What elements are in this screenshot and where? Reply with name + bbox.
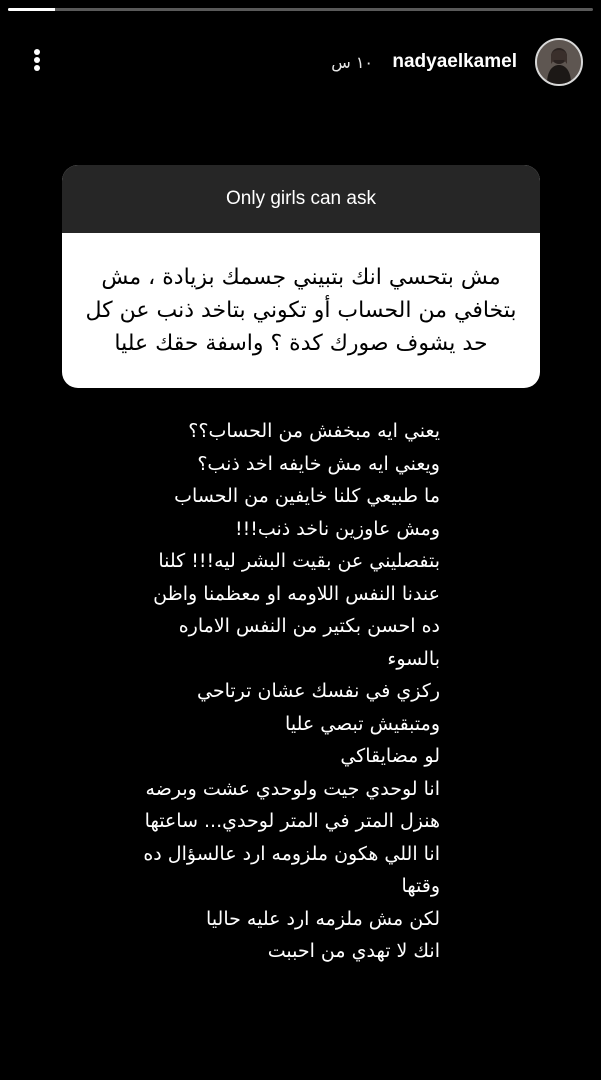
story-progress-bar — [8, 8, 593, 11]
answer-line: بتفصليني عن بقيت البشر ليه!!! كلنا — [158, 550, 440, 572]
answer-line: عندنا النفس اللاومه او معظمنا واظن — [153, 582, 440, 605]
answer-line: ده احسن بكتير من النفس الاماره — [178, 615, 440, 637]
vertical-ellipsis-icon[interactable] — [26, 45, 48, 75]
answer-line: انا لوحدي جيت ولوحدي عشت وبرضه — [145, 777, 440, 800]
answer-line: ويعني ايه مش خايفه اخد ذنب؟ — [197, 452, 440, 475]
answer-line: وقتها — [401, 875, 440, 897]
answer-text — [140, 415, 440, 968]
question-sticker[interactable] — [62, 165, 540, 388]
answer-line: لكن مش ملزمه ارد عليه حاليا — [206, 907, 440, 930]
username[interactable]: nadyaelkamel — [392, 51, 517, 72]
story-timestamp: ١٠ س — [331, 53, 373, 72]
answer-line: يعني ايه مبخفش من الحساب؟؟ — [188, 420, 440, 442]
answer-line: انك لا تهدي من احببت — [267, 940, 440, 962]
question-sticker-title: Only girls can ask — [62, 165, 540, 233]
profile-photo-icon — [537, 40, 581, 84]
answer-line: ما طبيعي كلنا خايفين من الحساب — [174, 485, 440, 507]
story-progress-fill — [8, 8, 55, 11]
avatar[interactable] — [535, 38, 583, 86]
answer-line: هنزل المتر في المتر لوحدي... ساعتها — [144, 810, 440, 832]
story-header — [0, 36, 601, 92]
answer-line: انا اللي هكون ملزومه ارد عالسؤال ده — [143, 842, 440, 865]
answer-line: ومش عاوزين ناخد ذنب!!! — [235, 517, 440, 540]
answer-line: بالسوء — [387, 647, 440, 670]
answer-line: ومتبقيش تبصي عليا — [285, 712, 440, 735]
answer-line: لو مضايقاكي — [340, 745, 440, 767]
answer-line: ركزي في نفسك عشان ترتاحي — [197, 680, 440, 702]
question-text: مش بتحسي انك بتبيني جسمك بزيادة ، مش بتخافي من الحساب أو تكوني بتاخد ذنب عن كل حد يشوف صورك كدة ؟ واسفة حقك عليا — [85, 265, 517, 356]
